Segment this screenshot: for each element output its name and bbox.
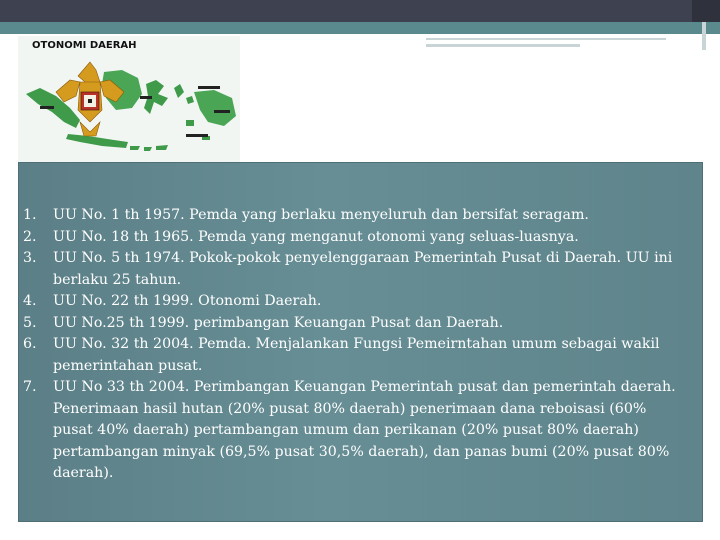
list-item-number: 4. (23, 293, 37, 309)
decorative-rule (426, 44, 580, 47)
list-item-number: 6. (23, 336, 37, 352)
list-item (19, 227, 689, 249)
list-item-text: UU No. 1 th 1957. Pemda yang berlaku menyeluruh dan bersifat seragam. (53, 207, 589, 223)
list-item-number: 5. (23, 314, 37, 331)
list-item (19, 291, 689, 313)
map-title: OTONOMI DAERAH (32, 40, 137, 51)
list-item-text: UU No. 32 th 2004. Pemda. Menjalankan Fungsi Pemeirntahan umum sebagai wakil pemerintahan pusat. (53, 336, 660, 374)
list-item-text: UU No. 5 th 1974. Pokok-pokok penyelenggaraan Pemerintah Pusat di Daerah. UU ini berlaku 25 tahun. (53, 250, 673, 288)
top-bar-accent (692, 0, 720, 22)
list-item (19, 313, 689, 335)
list-item-number: 7. (23, 379, 37, 395)
list-item-text: UU No 33 th 2004. Perimbangan Keuangan Pemerintah pusat dan pemerintah daerah. Penerimaan hasil hutan (20% pusat 80% daerah) penerimaan dana reboisasi (60% pusat 40% daerah) pertambangan umum dan perikanan (20% pusat 80% daerah) pertambangan minyak (69,5% pusat 30,5% daerah), dan panas bumi (20% pusat 80% daerah). (53, 379, 676, 481)
list-item (19, 205, 689, 227)
list-item-number: 3. (23, 250, 37, 266)
list-item-text: UU No.25 th 1999. perimbangan Keuangan Pusat dan Daerah. (53, 314, 504, 331)
list-item (19, 377, 689, 485)
list-item-number: 2. (23, 228, 37, 245)
content-panel (18, 162, 703, 522)
indonesia-map-icon (18, 36, 240, 162)
decorative-rule (702, 22, 706, 50)
list-item-number: 1. (23, 207, 37, 223)
top-bar (0, 0, 720, 22)
otonomi-daerah-map-image (18, 36, 240, 162)
decorative-rule (426, 38, 666, 40)
list-item (19, 334, 689, 377)
list-item-text: UU No. 22 th 1999. Otonomi Daerah. (53, 293, 322, 309)
header-strip (0, 22, 720, 34)
list-item (19, 248, 689, 291)
law-list (19, 205, 689, 485)
list-item-text: UU No. 18 th 1965. Pemda yang menganut otonomi yang seluas-luasnya. (53, 228, 579, 245)
